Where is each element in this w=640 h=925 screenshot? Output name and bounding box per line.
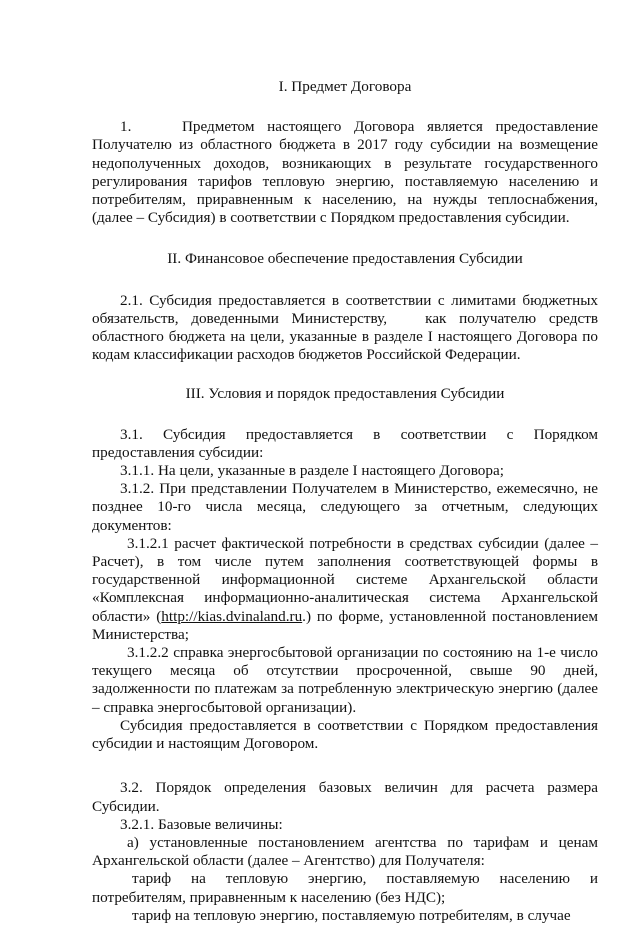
spacer: [92, 753, 598, 779]
document-page: [92, 78, 598, 925]
paragraph-3-2-1: 3.2.1. Базовые величины:: [120, 815, 283, 833]
paragraph-3-1-2-1-text: 3.1.2.1 расчет фактической потребности в средствах субсидии (далее – Расчет), в том числе путем заполнения соответствующей формы в государственной информационной системе Архангельской области «Комплексная информационно-аналитическая система Архангельской области» (: [92, 534, 598, 625]
paragraph-a: а) установленные постановлением агентства по тарифам и ценам Архангельской области (далее – Агентство) для Получателя:: [92, 833, 598, 870]
paragraph-subsidy: Субсидия предоставляется в соответствии с Порядком предоставления субсидии и настоящим Договором.: [92, 716, 598, 753]
paragraph-3-1-2-1: [92, 535, 598, 644]
paragraph-tariff-2: тариф на тепловую энергию, поставляемую потребителям, в случае: [132, 906, 571, 924]
paragraph-2-1: 2.1. Субсидия предоставляется в соответствии с лимитами бюджетных обязательств, доведенными Министерству, как получателю средств областного бюджета на цели, указанные в разделе I настоящего Договора по кодам классификации расходов бюджетов Российской Федерации.: [92, 291, 598, 364]
section-heading-3: III. Условия и порядок предоставления Субсидии: [185, 385, 505, 403]
paragraph-3-1-2-1-tail: .) по форме, установленной постановлением Министерства;: [92, 607, 599, 643]
paragraph-3-1: 3.1. Субсидия предоставляется в соответствии с Порядком предоставления субсидии:: [92, 425, 598, 461]
kias-link[interactable]: http://kias.dvinaland.ru: [161, 607, 303, 625]
paragraph-1: 1. Предметом настоящего Договора является предоставление Получателю из областного бюджета в 2017 году субсидии на возмещение недополученных доходов, возникающих в результате государственного регулирования тарифов тепловую энергию, поставляемую населению и потребителям, приравненным к населению, на нужды теплоснабжения, (далее – Субсидия) в соответствии с Порядком предоставления субсидии.: [92, 118, 598, 227]
paragraph-3-1-2: 3.1.2. При представлении Получателем в Министерство, ежемесячно, не позднее 10-го числа месяца, следующего за отчетным, следующих документов:: [92, 480, 598, 534]
paragraph-tariff-1: тариф на тепловую энергию, поставляемую населению и потребителям, приравненным к населению (без НДС);: [92, 870, 598, 906]
section-heading-1: I. Предмет Договора: [278, 78, 412, 95]
section-heading-2: II. Финансовое обеспечение предоставления Субсидии: [167, 250, 523, 268]
paragraph-3-1-1: 3.1.1. На цели, указанные в разделе I настоящего Договора;: [120, 462, 504, 480]
paragraph-3-1-2-2: 3.1.2.2 справка энергосбытовой организации по состоянию на 1-е число текущего месяца об отсутствии просроченной, свыше 90 дней, задолженности по платежам за потребленную электрическую энергию (далее – справка энергосбытовой организации).: [92, 644, 598, 716]
paragraph-3-2: 3.2. Порядок определения базовых величин для расчета размера Субсидии.: [92, 779, 598, 815]
